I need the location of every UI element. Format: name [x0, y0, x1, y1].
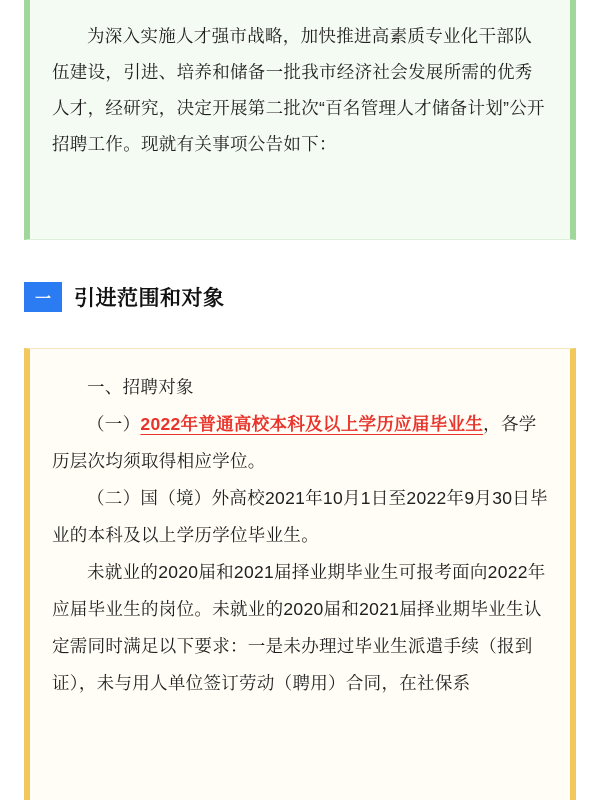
intro-notice-card: [24, 0, 576, 240]
body-line-2-highlight: 2022年普通高校本科及以上学历应届毕业生: [140, 414, 484, 434]
section-title: 引进范围和对象: [74, 287, 225, 310]
section-heading: [24, 282, 576, 312]
body-line-3: （二）国（境）外高校2021年10月1日至2022年9月30日毕业的本科及以上学历学位毕业生。: [52, 488, 548, 545]
intro-paragraph: 为深入实施人才强市战略，加快推进高素质专业化干部队伍建设，引进、培养和储备一批我市经济社会发展所需的优秀人才，经研究，决定开展第二批次“百名管理人才储备计划”公开招聘工作。现就有关事项公告如下：: [52, 26, 545, 154]
body-line-1: 一、招聘对象: [87, 377, 194, 397]
body-line-4: 未就业的2020届和2021届择业期毕业生可报考面向2022年应届毕业生的岗位。未就业的2020届和2021届择业期毕业生认定需同时满足以下要求：一是未办理过毕业生派遣手续（报到证），未与用人单位签订劳动（聘用）合同，在社保系: [52, 562, 546, 693]
body-content-card: [24, 348, 576, 800]
body-line-2-suffix: ，各学历层次均须取得相应学位。: [52, 414, 537, 471]
section-number-badge: 一: [24, 282, 62, 312]
body-line-2-prefix: （一）: [87, 414, 141, 434]
body-line-2: [52, 406, 548, 480]
